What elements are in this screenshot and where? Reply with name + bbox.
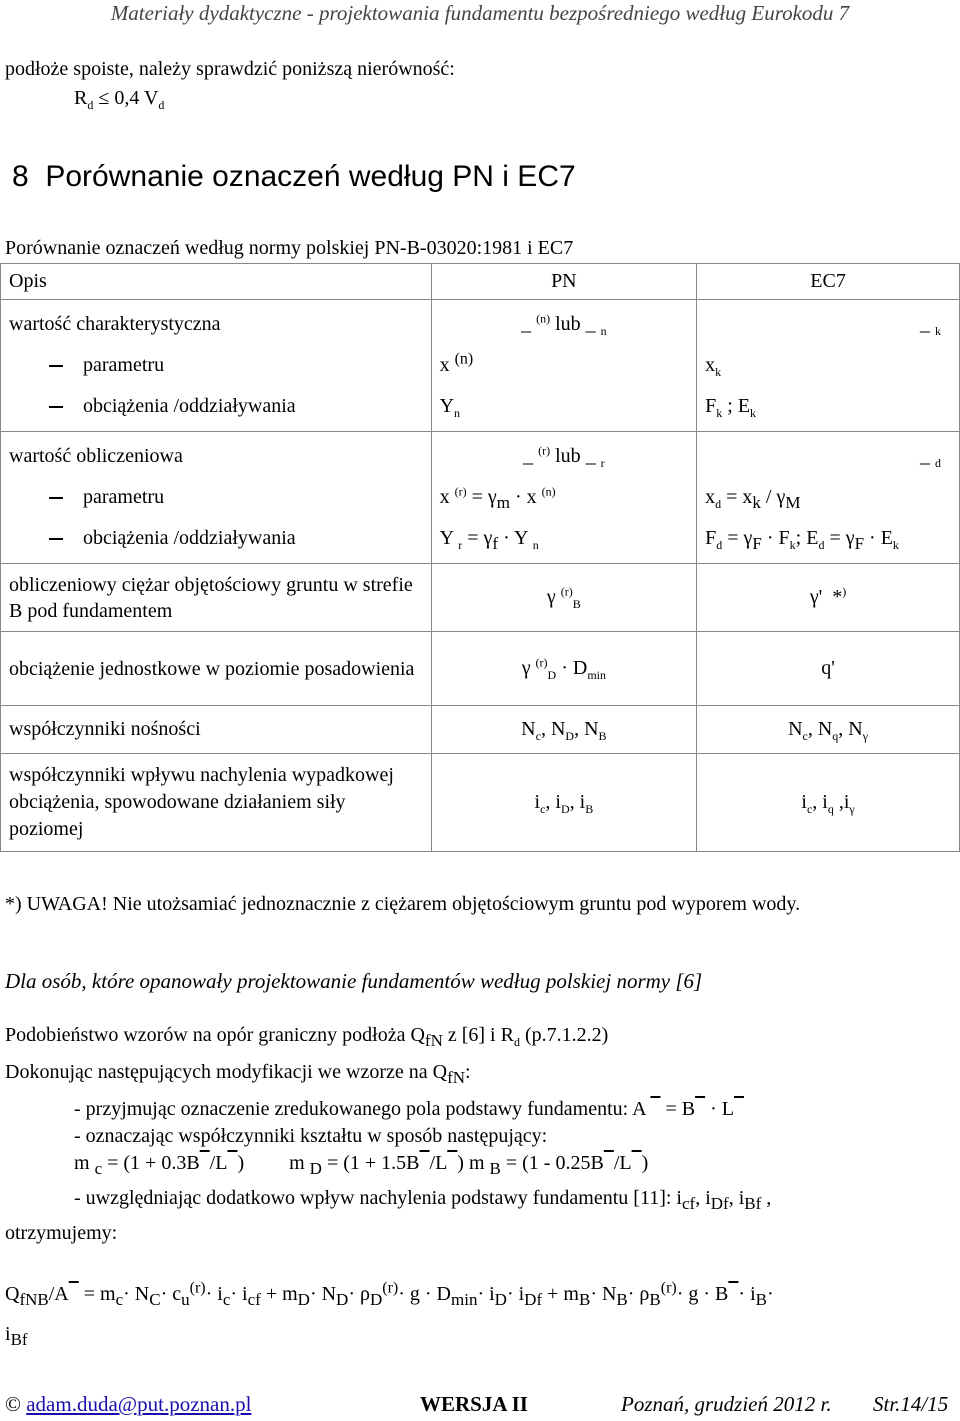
table-header-row xyxy=(1,264,960,300)
ineq-r: R xyxy=(74,87,88,109)
bearing-label: współczynniki nośności xyxy=(1,706,432,754)
char-param-pn: x $^{(n)}$ xyxy=(439,350,474,376)
section-title: Porównanie oznaczeń według PN i EC7 xyxy=(45,160,576,193)
unit-weight-label: obliczeniowy ciężar objętościowy gruntu w strefie B pod fundamentem xyxy=(1,564,432,632)
footer-page: Str.14/15 xyxy=(873,1392,949,1416)
main-formula-cont: $i_{Bf}$ xyxy=(5,1323,28,1349)
main-formula: $Q_{fNB}/A = m_c\cdot N_C\cdot c_u^{(r)}\cdot i_c\cdot i_{cf} + m_D\cdot N_D\cdot \rho_D^{(r)}\cdot g \cdot D_{min}\cdot i_D\cdot i_{Df} + m_B\cdot N_B\cdot \rho_B^{(r)}\cdot g \cdot B \cdot i_B\cdot$ xyxy=(5,1279,774,1309)
italic-remark: Dla osób, które opanowały projektowanie fundamentów według polskiej normy [6] xyxy=(5,969,703,993)
table-row-bearing xyxy=(1,706,960,754)
table-row-unit-load xyxy=(1,632,960,706)
header-opis: Opis xyxy=(1,264,432,300)
ineq-rhs: 0,4 V xyxy=(114,87,159,109)
char-param-label: parametru xyxy=(83,354,165,376)
mod-area: - przyjmując oznaczenie zredukowanego pola podstawy fundamentu: A = B · L xyxy=(74,1098,734,1120)
paragraph-similarity: Podobieństwo wzorów na opór graniczny podłoża $Q_{fN}$ z [6] i $R_d$ (p.7.1.2.2) xyxy=(5,1024,609,1050)
char-load-ec: $F_k$ ; $E_k$ xyxy=(705,395,757,420)
design-param-label: parametru xyxy=(83,486,165,508)
design-ec-notation: _ $_d$ xyxy=(920,445,941,470)
header-pn: PN xyxy=(431,264,697,300)
design-param-pn: x $^{(r)} = \gamma_m \cdot x$ $^{(n)}$ xyxy=(439,484,556,512)
mod-shape-formulas: m $_c$ = (1 + 0.3B /L ) m $_D$ = (1 + 1.5B /L ) m $_B$ = (1 - 0.25B /L ) xyxy=(74,1152,649,1178)
mod-shape: - oznaczając współczynniki kształtu w sposób następujący: xyxy=(74,1125,548,1147)
inclination-ec: $i_c$, $i_q$ $,i_\gamma$ xyxy=(697,754,960,852)
bearing-ec: $N_c$, $N_q$, $N_\gamma$ xyxy=(697,706,960,754)
char-param-ec: $x_k$ xyxy=(705,354,722,379)
inclination-pn: $i_c$, $i_D$, $i_B$ xyxy=(431,754,697,852)
section-number: 8 xyxy=(12,160,29,193)
design-load-label: obciążenia /oddziaływania xyxy=(83,527,296,549)
header-ec7: EC7 xyxy=(697,264,960,300)
paragraph-modifications: Dokonując następujących modyfikacji we wzorze na $Q_{fN}$: xyxy=(5,1061,471,1087)
char-load-pn: $Y_n$ xyxy=(439,395,461,420)
ineq-r-sub: d xyxy=(87,98,94,112)
table-row-characteristic xyxy=(1,300,960,432)
page-header: Materiały dydaktyczne - projektowania fundamentu bezpośredniego według Eurokodu 7 xyxy=(110,1,850,25)
result-label: otrzymujemy: xyxy=(5,1222,118,1244)
design-pn-notation: _ $^{(r)}$ lub _ $_r$ xyxy=(523,443,605,470)
design-value-label: wartość obliczeniowa xyxy=(9,445,183,467)
table-row-inclination xyxy=(1,754,960,852)
intro-text: podłoże spoiste, należy sprawdzić poniższą nierówność: xyxy=(5,58,455,80)
ineq-rhs-sub: d xyxy=(158,98,165,112)
section-heading xyxy=(12,159,576,195)
design-load-pn: Y $_r = \gamma_f \cdot Y$ $_n$ xyxy=(439,527,539,553)
design-param-ec: $x_d = x_k / \gamma_M$ xyxy=(705,486,801,512)
footer-copyright xyxy=(5,1392,251,1416)
comparison-table xyxy=(0,263,960,852)
table-caption: Porównanie oznaczeń według normy polskiej PN-B-03020:1981 i EC7 xyxy=(5,237,574,259)
author-email-link[interactable]: adam.duda@put.poznan.pl xyxy=(26,1392,252,1416)
inclination-label: współczynniki wpływu nachylenia wypadkowej obciążenia, spowodowane działaniem siły poziomej xyxy=(1,754,432,852)
ineq-symbol: ≤ xyxy=(98,87,110,109)
footer-place-date: Poznań, grudzień 2012 r. xyxy=(621,1392,832,1416)
char-load-label: obciążenia /oddziaływania xyxy=(83,395,296,417)
unit-weight-pn: γ $^{(r)}_B$ xyxy=(431,564,697,632)
design-load-ec: $F_d = \gamma_F \cdot F_k$; $E_d = \gamma_F \cdot E_k$ xyxy=(705,527,899,553)
unit-load-label: obciążenie jednostkowe w poziomie posadowienia xyxy=(1,632,432,706)
table-row-unit-weight xyxy=(1,564,960,632)
inequality xyxy=(74,86,164,110)
unit-load-ec: q' xyxy=(697,632,960,706)
unit-load-pn: γ $^{(r)}_D \cdot D_{min}$ xyxy=(431,632,697,706)
char-ec-notation: _ $_k$ xyxy=(920,313,941,338)
copyright-symbol: © xyxy=(5,1392,21,1416)
bearing-pn: $N_c$, $N_D$, $N_B$ xyxy=(431,706,697,754)
char-value-label: wartość charakterystyczna xyxy=(9,313,221,335)
char-pn-notation: _ $^{(n)}$ lub _ $_n$ xyxy=(521,311,607,338)
warning-note: *) UWAGA! Nie utożsamiać jednoznacznie z ciężarem objętościowym gruntu pod wyporem wody. xyxy=(5,893,801,915)
footer-version: WERSJA II xyxy=(420,1392,528,1416)
mod-inclination: - uwzględniając dodatkowo wpływ nachylenia podstawy fundamentu [11]: $i_{cf}$, $i_{Df}$, $i_{Bf}$ , xyxy=(74,1187,772,1213)
unit-weight-ec: γ' *) xyxy=(697,564,960,632)
table-row-design xyxy=(1,432,960,564)
